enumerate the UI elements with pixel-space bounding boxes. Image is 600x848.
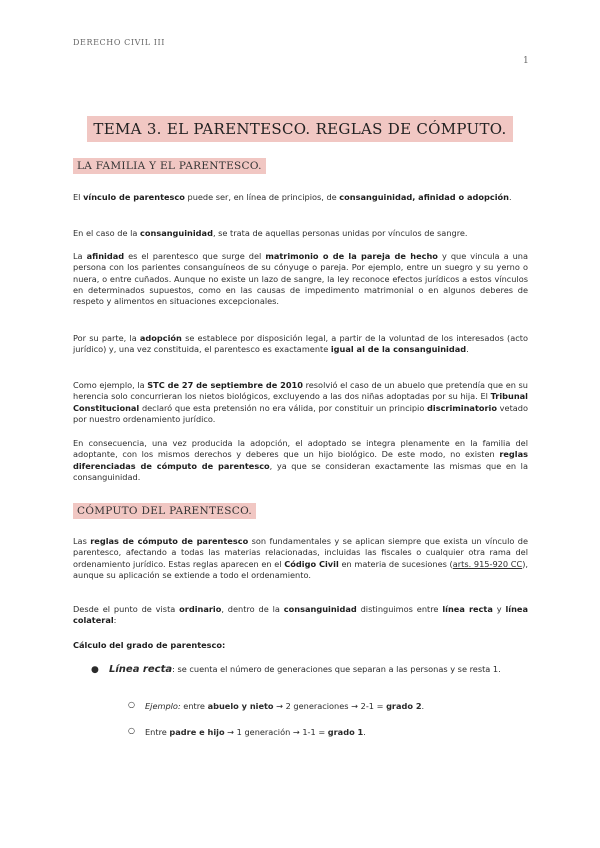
paragraph-consecuencia: En consecuencia, una vez producida la adopción, el adoptado se integra plenamente en la familia del adoptante, con los mismos derechos y deberes que un hijo biológico. De este modo, no existen reglas diferenciadas de cómputo de parentesco, ya que se consideran exactamente las mismas que en la consanguinidad. bbox=[73, 438, 528, 482]
bullet-dot-icon: ● bbox=[91, 665, 99, 675]
section-heading-computo: CÓMPUTO DEL PARENTESCO. bbox=[73, 503, 256, 519]
bullet-linea-recta: Línea recta: se cuenta el número de generaciones que separan a las personas y se resta 1. bbox=[109, 664, 501, 675]
paragraph-adopcion: Por su parte, la adopción se establece por disposición legal, a partir de la voluntad de los interesados (acto jurídico) y, una vez constituida, el parentesco es exactamente igual al de la consanguinidad. bbox=[73, 333, 528, 355]
hollow-bullet-icon: ○ bbox=[128, 726, 135, 735]
articles-reference: arts. 915-920 CC bbox=[452, 558, 523, 569]
paragraph-reglas-computo: Las reglas de cómputo de parentesco son fundamentales y se aplican siempre que exista un vínculo de parentesco, afectando a todas las materias relacionadas, incluidas las fiscales o cualquier otra rama del ordenamiento jurídico. Estas reglas aparecen en el Código Civil en materia de sucesiones (arts. 915-920 CC), aunque su aplicación se extiende a todo el ordenamiento. bbox=[73, 536, 529, 580]
paragraph-stc-ejemplo: Como ejemplo, la STC de 27 de septiembre de 2010 resolvió el caso de un abuelo que pretendía que en su herencia solo concurrieran los nietos biológicos, excluyendo a las dos niñas adoptadas por su hija. El Tribunal Constitucional declaró que esta pretensión no era válida, por constituir un principio discriminatorio vetado por nuestro ordenamiento jurídico. bbox=[73, 380, 529, 424]
page-number: 1 bbox=[523, 56, 530, 66]
page-title: TEMA 3. EL PARENTESCO. REGLAS DE CÓMPUTO. bbox=[87, 116, 512, 142]
paragraph-consanguinidad: En el caso de la consanguinidad, se trata de aquellas personas unidas por vínculos de sangre. bbox=[73, 228, 468, 238]
hollow-bullet-icon: ○ bbox=[128, 700, 135, 709]
running-header: DERECHO CIVIL III bbox=[73, 38, 166, 47]
paragraph-afinidad: La afinidad es el parentesco que surge del matrimonio o de la pareja de hecho y que vincula a una persona con los parientes consanguíneos de su cónyuge o pareja. Por ejemplo, entre un suegro y su yerno o nuera, o entre cuñados. Aunque no existe un lazo de sangre, la ley reconoce efectos jurídicos a estos vínculos en determinados supuestos, como en las causas de impedimento matrimonial o en algunos deberes de respeto y alimentos en situaciones excepcionales. bbox=[73, 251, 528, 307]
sub-bullet-padre-hijo: Entre padre e hijo → 1 generación → 1-1 = grado 1. bbox=[145, 727, 366, 737]
paragraph-vinculo: El vínculo de parentesco puede ser, en línea de principios, de consanguinidad, afinidad o adopción. bbox=[73, 192, 512, 202]
sub-bullet-abuelo-nieto: Ejemplo: entre abuelo y nieto → 2 generaciones → 2-1 = grado 2. bbox=[145, 701, 425, 711]
section-heading-familia: LA FAMILIA Y EL PARENTESCO. bbox=[73, 158, 266, 174]
title-wrap bbox=[0, 116, 600, 142]
subheading-calculo-grado: Cálculo del grado de parentesco: bbox=[73, 640, 226, 650]
paragraph-lineas: Desde el punto de vista ordinario, dentro de la consanguinidad distinguimos entre línea recta y línea colateral: bbox=[73, 604, 528, 626]
